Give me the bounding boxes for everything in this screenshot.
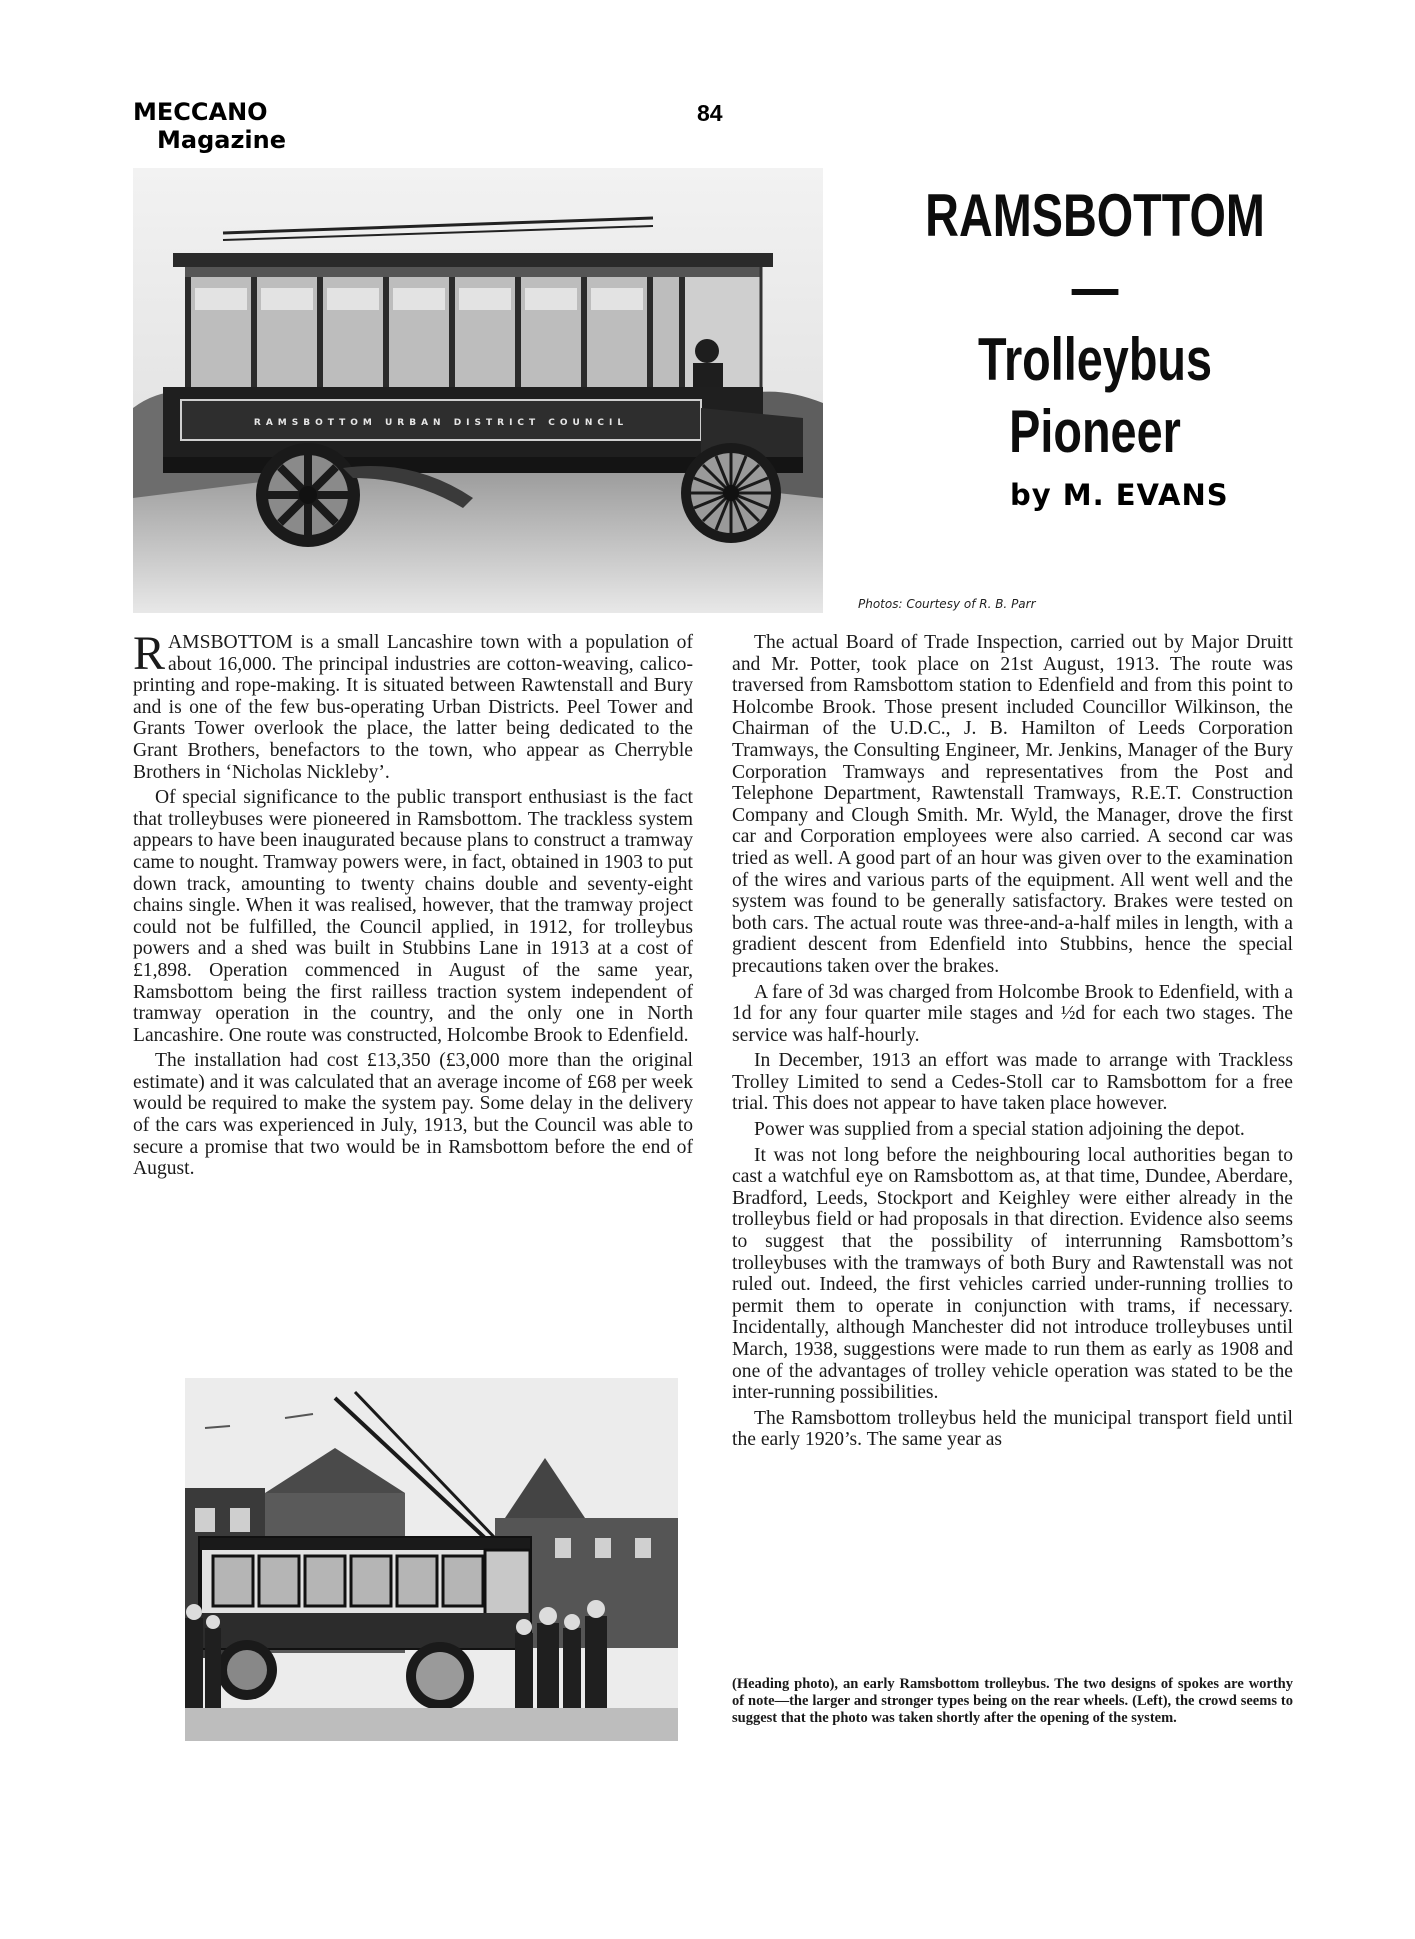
trolleybus-crowd-photo <box>185 1378 678 1741</box>
destination-panel-text: RAMSBOTTOM URBAN DISTRICT COUNCIL <box>253 418 629 428</box>
right-paragraph-5: It was not long before the neighbouring local authorities began to cast a watchful eye on Ramsbottom as, at that time, Dundee, Aberdare, Bradford, Leeds, Stockport and Keighley were either already in the trolleybus field or had proposals in that direction. Evidence also seems to suggest that the possibility of interrunning Ramsbottom’s trolleybuses with the tramways of both Bury and Rawtenstall was not ruled out. Indeed, the first vehicles carried under-running trollies to permit them to operate in conjunction with trams, if necessary. Incidentally, although Manchester did not introduce trolleybuses until March, 1938, suggestions were made to run them as early as 1908 and one of the advantages of trolley vehicle operation was stated to be the inter-running possibilities. <box>732 1144 1293 1404</box>
masthead-magazine: Magazine <box>157 126 287 154</box>
photo-caption: (Heading photo), an early Ramsbottom trolleybus. The two designs of spokes are worthy of note—the larger and stronger types being on the rear wheels. (Left), the crowd seems to suggest that the photo was taken shortly after the opening of the system. <box>732 1676 1293 1726</box>
page-number: 84 <box>697 100 723 126</box>
title-line-2: Trolleybus <box>977 326 1213 393</box>
front-wheel <box>681 443 781 543</box>
right-paragraph-4: Power was supplied from a special station adjoining the depot. <box>754 1119 1245 1141</box>
title-line-3: Pioneer <box>1009 398 1181 465</box>
trolleybus-side-photo <box>133 168 823 613</box>
drop-cap: R <box>133 627 166 680</box>
title-line-1: RAMSBOTTOM— <box>925 182 1265 321</box>
masthead <box>133 98 286 154</box>
right-paragraph-2: A fare of 3d was charged from Holcombe Brook to Edenfield, with a 1d for any four quarter mile stages and ½d for each two stages. The service was half-hourly. <box>732 981 1293 1046</box>
left-paragraph-1 <box>133 627 693 783</box>
right-column <box>732 632 1293 1455</box>
article-title <box>916 180 1275 468</box>
masthead-meccano: MECCANO <box>133 98 268 126</box>
left-paragraph-1-text: AMSBOTTOM is a small Lancashire town with a population of about 16,000. The principal industries are cotton-weaving, calico-printing and rope-making. It is situated between Rawtenstall and Bury and is one of the few bus-operating Urban Districts. Peel Tower and Grants Tower overlook the place, the latter being dedicated to the Grant Brothers, benefactors to the town, who appear as Cherryble Brothers in ‘Nicholas Nickleby’. <box>133 632 693 783</box>
right-paragraph-1: The actual Board of Trade Inspection, carried out by Major Druitt and Mr. Potter, took place on 21st August, 1913. The route was traversed from Ramsbottom station to Edenfield and from this point to Holcombe Brook. Those present included Councillor Wilkinson, the Chairman of the U.D.C., J. B. Hamilton of Leeds Corporation Tramways, the Consulting Engineer, Mr. Jenkins, Manager of the Bury Corporation Tramways and representatives from the Post and Telephone Department, Rawtenstall Tramways, R.E.T. Construction Company and Clough Smith. Mr. Wyld, the Manager, drove the first car and Corporation employees were also carried. A second car was tried as well. A good part of an hour was given over to the examination of the wires and various parts of the equipment. All went well and the system was found to be generally satisfactory. Brakes were tested on both cars. The actual route was three-and-a-half miles in length, with a gradient descent from Edenfield into Stubbins, hence the special precautions taken over the brakes. <box>732 632 1293 977</box>
rear-wheel <box>256 443 360 547</box>
right-paragraph-6: The Ramsbottom trolleybus held the municipal transport field until the early 1920’s. The same year as <box>732 1407 1293 1451</box>
left-column <box>133 627 693 1184</box>
byline: by M. EVANS <box>1010 478 1229 512</box>
left-paragraph-3: The installation had cost £13,350 (£3,000 more than the original estimate) and it was calculated that an average income of £68 per week would be required to make the system pay. Some delay in the delivery of the cars was experienced in July, 1913, but the Council was able to secure a promise that two would be in Ramsbottom before the end of August. <box>133 1050 693 1180</box>
crowd-photo <box>185 1378 678 1741</box>
photo-credit: Photos: Courtesy of R. B. Parr <box>858 597 1036 611</box>
left-paragraph-2: Of special significance to the public transport enthusiast is the fact that trolleybuses were pioneered in Ramsbottom. The trackless system appears to have been inaugurated because plans to construct a tramway came to nought. Tramway powers were, in fact, obtained in 1903 to put down track, amounting to twenty chains double and seventy-eight chains single. When it was realised, however, that the tramway project could not be fulfilled, the Council applied, in 1912, for trolleybus powers and a shed was built in Stubbins Lane in 1913 at a cost of £1,898. Operation commenced in August of the same year, Ramsbottom being the first railless traction system independent of tramway operation in the country, and the only one in North Lancashire. One route was constructed, Holcombe Brook to Edenfield. <box>133 787 693 1046</box>
heading-photo <box>133 168 823 613</box>
right-paragraph-3: In December, 1913 an effort was made to arrange with Trackless Trolley Limited to send a Cedes-Stoll car to Ramsbottom for a free trial. This does not appear to have taken place however. <box>732 1050 1293 1115</box>
